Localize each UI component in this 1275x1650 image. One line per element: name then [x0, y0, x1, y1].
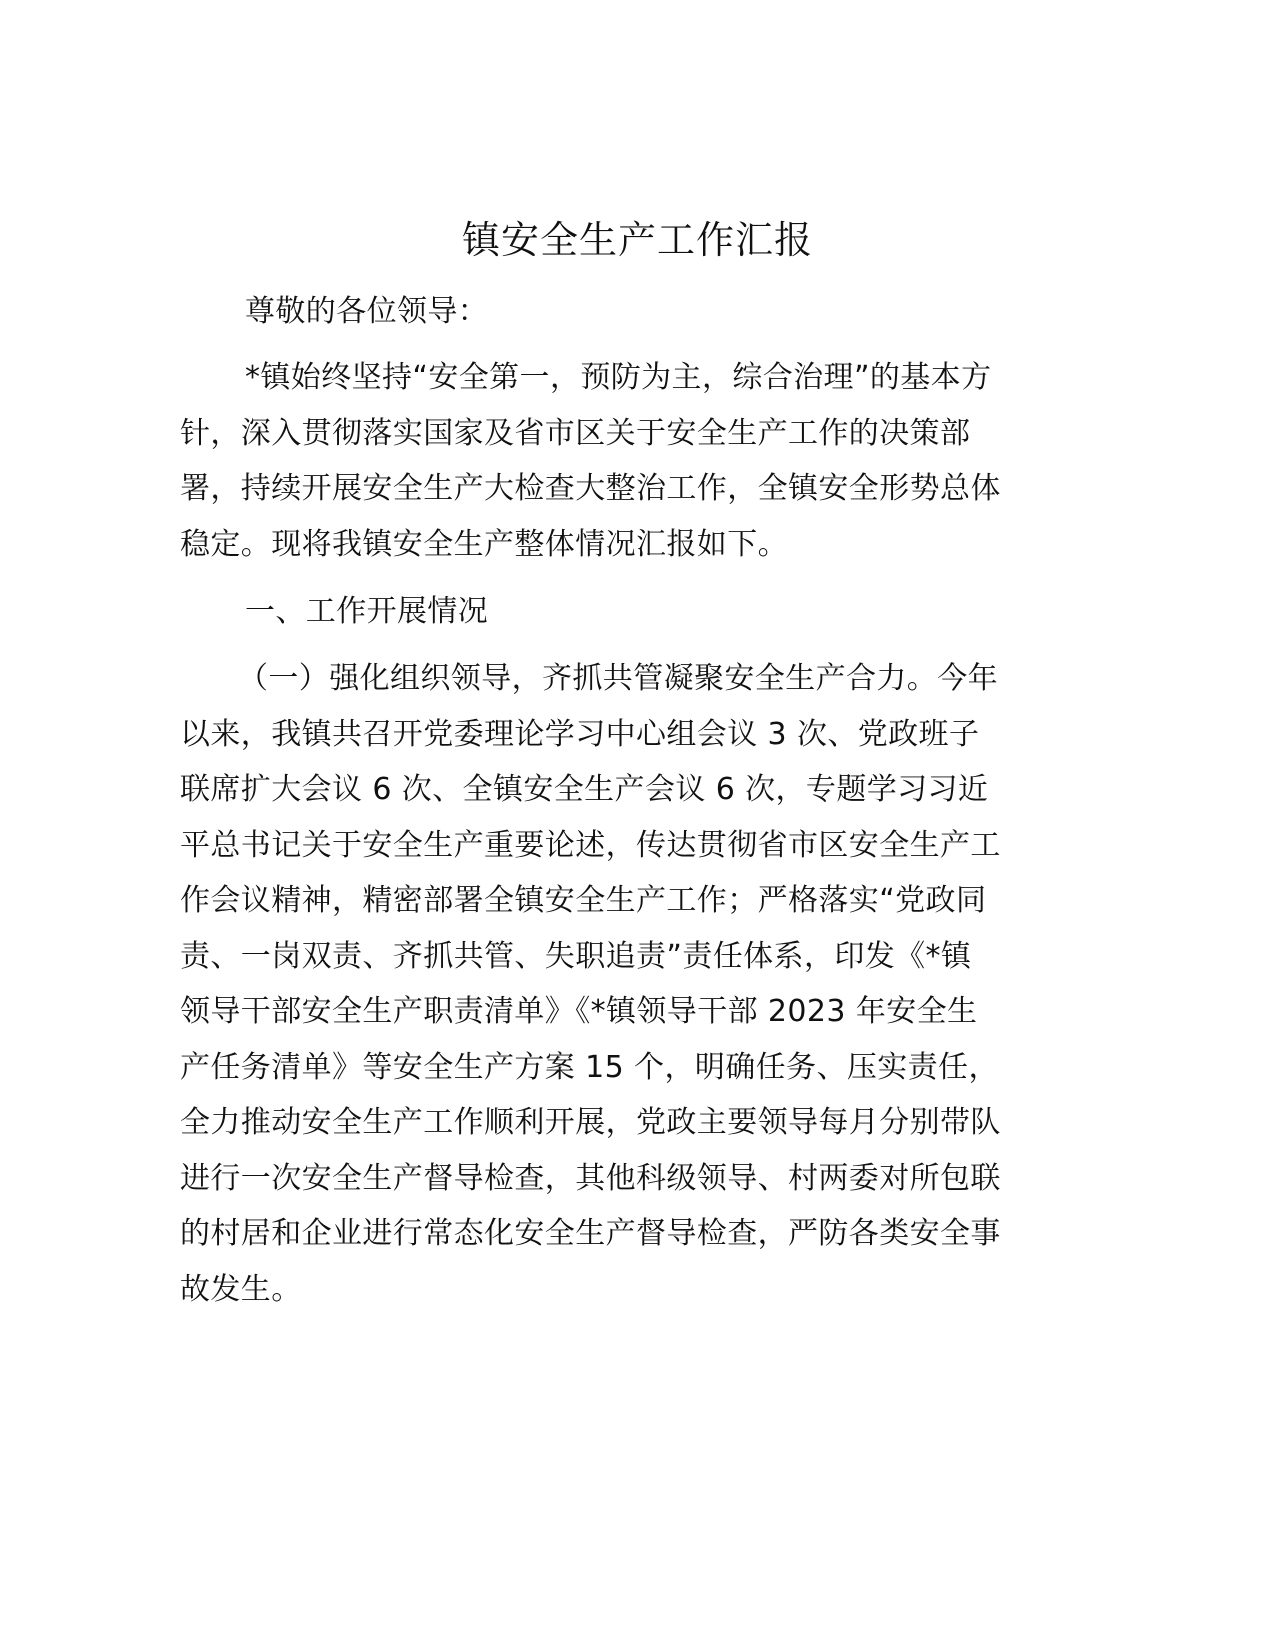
paragraph-line: 针，深入贯彻落实国家及省市区关于安全生产工作的决策部 — [180, 416, 971, 451]
paragraph-line: 领导干部安全生产职责清单》《*镇领导干部 2023 年安全生 — [180, 994, 978, 1029]
paragraph-line: 责、一岗双责、齐抓共管、失职追责”责任体系，印发《*镇 — [180, 939, 972, 974]
paragraph-line: 联席扩大会议 6 次、全镇安全生产会议 6 次，专题学习习近 — [180, 772, 989, 807]
paragraph-line: 署，持续开展安全生产大检查大整治工作，全镇安全形势总体 — [180, 471, 1001, 506]
paragraph-line: 以来，我镇共召开党委理论学习中心组会议 3 次、党政班子 — [180, 717, 980, 752]
paragraph-line: （一）强化组织领导，齐抓共管凝聚安全生产合力。今年 — [238, 661, 998, 696]
paragraph-line: 进行一次安全生产督导检查，其他科级领导、村两委对所包联 — [180, 1161, 1001, 1196]
paragraph-line: 产任务清单》等安全生产方案 15 个，明确任务、压实责任， — [180, 1050, 999, 1085]
paragraph-line: 平总书记关于安全生产重要论述，传达贯彻省市区安全生产工 — [180, 828, 1001, 863]
salutation: 尊敬的各位领导： — [245, 294, 489, 329]
document-title: 镇安全生产工作汇报 — [461, 218, 813, 262]
paragraph-line: 故发生。 — [180, 1272, 302, 1307]
section-heading: 一、工作开展情况 — [245, 594, 489, 629]
paragraph-line: 全力推动安全生产工作顺利开展，党政主要领导每月分别带队 — [180, 1105, 1001, 1140]
paragraph-line: 稳定。现将我镇安全生产整体情况汇报如下。 — [180, 527, 788, 562]
paragraph-line: 的村居和企业进行常态化安全生产督导检查，严防各类安全事 — [180, 1216, 1001, 1251]
paragraph-line: *镇始终坚持“安全第一，预防为主，综合治理”的基本方 — [245, 360, 992, 395]
paragraph-line: 作会议精神，精密部署全镇安全生产工作；严格落实“党政同 — [180, 883, 987, 918]
